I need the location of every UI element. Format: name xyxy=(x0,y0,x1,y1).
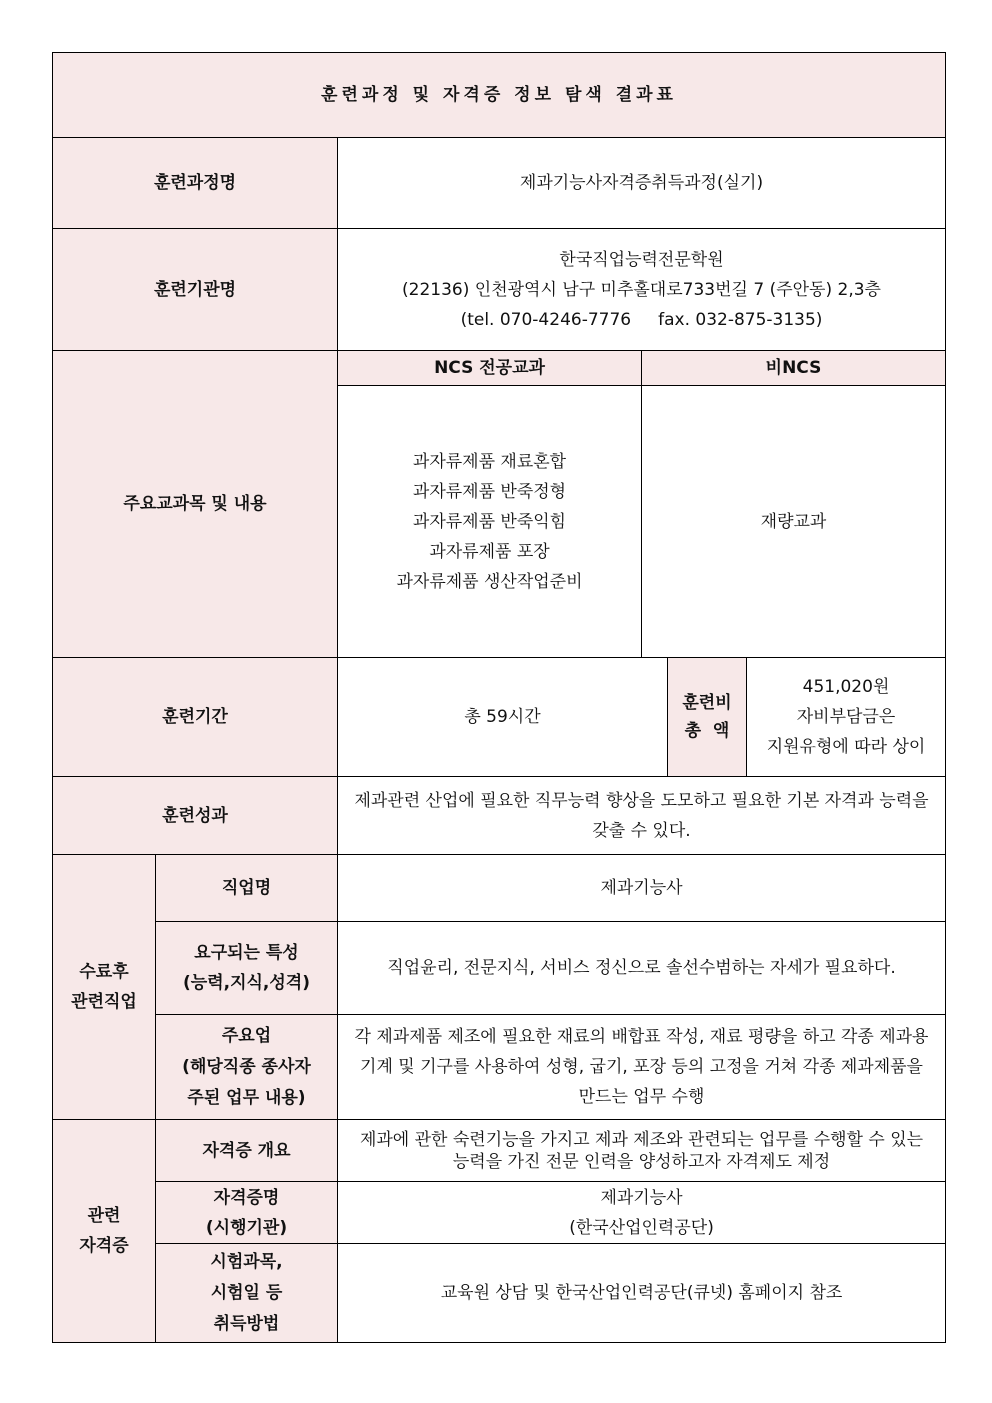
ncs-subject-item: 과자류제품 반죽정형 xyxy=(412,481,567,502)
fee-label: 훈련비 총 액 xyxy=(668,658,747,777)
ncs-header: NCS 전공교과 xyxy=(338,351,642,386)
institution-info xyxy=(338,229,946,351)
job-name-value: 제과기능사 xyxy=(338,855,946,922)
institution-address: (22136) 인천광역시 남구 미추홀대로733번길 7 (주안동) 2,3층 xyxy=(402,279,881,300)
cert-name: 제과기능사 xyxy=(600,1187,683,1208)
page-title: 훈련과정 및 자격증 정보 탐색 결과표 xyxy=(53,53,946,138)
fee-note: 자비부담금은 xyxy=(796,707,896,727)
duties-value: 각 제과제품 제조에 필요한 재료의 배합표 작성, 재료 평량을 하고 각종 제과용 기계 및 기구를 사용하여 성형, 굽기, 포장 등의 고정을 거쳐 각종 제과제품을 만드는 업무 수행 xyxy=(338,1015,946,1120)
cert-agency: (한국산업인력공단) xyxy=(569,1217,714,1238)
fee-note: 지원유형에 따라 상이 xyxy=(766,737,926,757)
cert-name-value xyxy=(338,1182,946,1244)
course-name-value: 제과기능사자격증취득과정(실기) xyxy=(338,138,946,229)
certificate-group-label: 관련 자격증 xyxy=(53,1120,156,1343)
jobs-group-label: 수료후 관련직업 xyxy=(53,855,156,1120)
duties-label: 주요업 (해당직종 종사자 주된 업무 내용) xyxy=(156,1015,338,1120)
ncs-subject-list xyxy=(338,386,642,658)
ncs-subject-item: 과자류제품 생산작업준비 xyxy=(396,571,583,592)
course-name-label: 훈련과정명 xyxy=(53,138,338,229)
cert-name-label: 자격증명 (시행기관) xyxy=(156,1182,338,1244)
traits-label: 요구되는 특성 (능력,지식,성격) xyxy=(156,922,338,1015)
ncs-subject-item: 과자류제품 재료혼합 xyxy=(412,451,567,472)
traits-value: 직업윤리, 전문지식, 서비스 정신으로 솔선수범하는 자세가 필요하다. xyxy=(338,922,946,1015)
cert-method-value: 교육원 상담 및 한국산업인력공단(큐넷) 홈페이지 참조 xyxy=(338,1244,946,1343)
subjects-label: 주요교과목 및 내용 xyxy=(53,351,338,658)
institution-name: 한국직업능력전문학원 xyxy=(559,249,724,270)
institution-label: 훈련기관명 xyxy=(53,229,338,351)
non-ncs-value: 재량교과 xyxy=(642,386,946,658)
fee-amount: 451,020원 xyxy=(802,677,890,697)
ncs-subject-item: 과자류제품 반죽익힘 xyxy=(412,511,567,532)
outcome-label: 훈련성과 xyxy=(53,777,338,855)
institution-contact: (tel. 070-4246-7776 fax. 032-875-3135) xyxy=(460,309,823,330)
cert-overview-value: 제과에 관한 숙련기능을 가지고 제과 제조와 관련되는 업무를 수행할 수 있는 능력을 가진 전문 인력을 양성하고자 자격제도 제정 xyxy=(338,1120,946,1182)
info-table xyxy=(52,52,946,1343)
period-value: 총 59시간 xyxy=(338,658,668,777)
cert-overview-label: 자격증 개요 xyxy=(156,1120,338,1182)
outcome-value: 제과관련 산업에 필요한 직무능력 향상을 도모하고 필요한 기본 자격과 능력을 갖출 수 있다. xyxy=(338,777,946,855)
period-label: 훈련기간 xyxy=(53,658,338,777)
fee-value xyxy=(747,658,946,777)
job-name-label: 직업명 xyxy=(156,855,338,922)
ncs-subject-item: 과자류제품 포장 xyxy=(429,541,550,562)
cert-method-label: 시험과목, 시험일 등 취득방법 xyxy=(156,1244,338,1343)
non-ncs-header: 비NCS xyxy=(642,351,946,386)
